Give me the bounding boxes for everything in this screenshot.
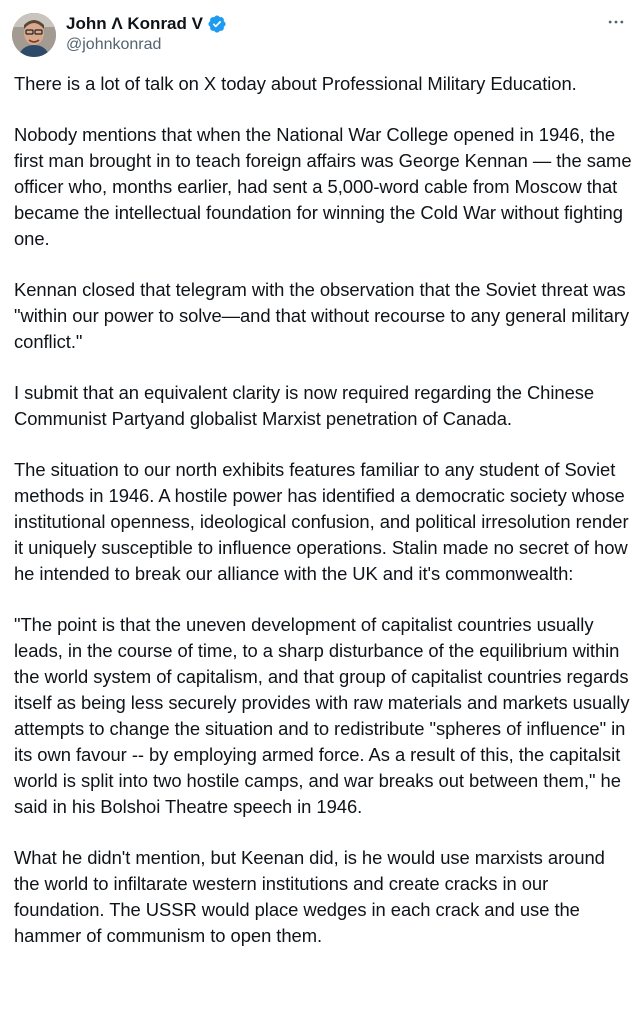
tweet-text [14,71,634,974]
display-name[interactable]: John Λ Konrad V [66,14,203,33]
tweet-header [0,0,644,70]
tweet-paragraph: Kennan closed that telegram with the observation that the Soviet threat was "within our power to solve—and that without recourse to any general military conflict." [14,279,630,352]
tweet-paragraph: The situation to our north exhibits features familiar to any student of Soviet methods in 1946. A hostile power has identified a democratic society whose institutional openness, ideological confusion, and political irresolution render it uniquely susceptible to influence operations. Stalin made no secret of how he intended to break our alliance with the UK and it's commonwealth: [14,459,629,584]
avatar-image [12,13,56,57]
tweet-paragraph: There is a lot of talk on X today about Professional Military Education. [14,73,577,94]
tweet-paragraph: "The point is that the uneven development of capitalist countries usually leads, in the course of time, to a sharp disturbance of the equilibrium within the world system of capitalism, and that group of capitalist countries regards itself as being less securely provides with raw materials and markets usually attempts to change the situation and to redistribute "spheres of influence" in its own favour -- by employing armed force. As a result of this, the capitalsit world is split into two hostile camps, and war breaks out between them," he said in his Bolshoi Theatre speech in 1946. [14,614,630,817]
tweet-paragraph: Nobody mentions that when the National War College opened in 1946, the first man brought in to teach foreign affairs was George Kennan — the same officer who, months earlier, had sent a 5,000-word cable from Moscow that became the intellectual foundation for winning the Cold War without fighting one. [14,124,632,249]
avatar[interactable] [12,13,56,57]
tweet-paragraph: What he didn't mention, but Keenan did, is he would use marxists around the world to infiltarate western institutions and create cracks in our foundation. The USSR would place wedges in each crack and use the hammer of communism to open them. [14,847,605,946]
author-name-row[interactable] [66,13,227,35]
verified-badge-icon [207,14,227,34]
tweet-paragraph: I submit that an equivalent clarity is now required regarding the Chinese Communist Partyand globalist Marxist penetration of Canada. [14,382,595,429]
author-handle[interactable]: @johnkonrad [66,36,162,53]
more-horizontal-icon[interactable] [602,10,630,34]
